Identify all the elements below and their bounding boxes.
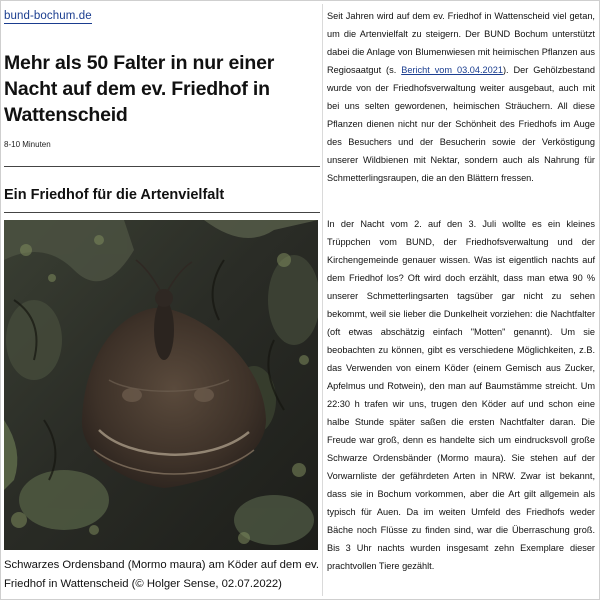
image-caption: Schwarzes Ordensband (Mormo maura) am Köder auf dem ev. Friedhof in Wattenscheid (© Holger Sense, 02.07.2022) [4, 559, 319, 590]
column-divider [322, 4, 323, 596]
title-divider [4, 166, 320, 167]
paragraph-intro-before-link: Seit Jahren wird auf dem ev. Friedhof in Wattenscheid viel getan, um die Artenvielfalt zu steigern. Der BUND Bochum unterstützt dabei die Anlage von Blumenwiesen mit heimischen Pflanzen aus Regiosaatgut (s. [327, 11, 595, 75]
moth-photo [4, 220, 318, 550]
right-column [327, 7, 595, 575]
reading-time: 8-10 Minuten [4, 140, 51, 149]
article-title: Mehr als 50 Falter in nur einer Nacht auf dem ev. Friedhof in Wattenscheid [4, 52, 275, 126]
report-link[interactable]: Bericht vom 03.04.2021 [401, 65, 503, 75]
site-link[interactable]: bund-bochum.de [4, 10, 92, 22]
paragraph-intro [327, 7, 595, 187]
section-divider [4, 212, 320, 213]
section-heading: Ein Friedhof für die Artenvielfalt [4, 187, 225, 203]
left-column [4, 6, 319, 590]
paragraph-intro-after-link: ). Der Gehölzbestand wurde von der Friedhofsverwaltung weiter ausgebaut, auch mit bei uns selten gewordenen, heimischen Sträuchern. All diese Pflanzen dienen nicht nur der Schönheit des Friedhofs im Auge des Besuchers und der Besucherin sowie der Verköstigung unserer Wildbienen mit Nektar, sondern auch als Nahrung für Schmetterlingsraupen, die an den Blättern fressen. [327, 65, 595, 183]
paragraph-night: In der Nacht vom 2. auf den 3. Juli wollte es ein kleines Trüppchen vom BUND, der Friedhofsverwaltung und der Kirchengemeinde genauer wissen. Was ist eigentlich nachts auf dem Friedhof los? Oft wird doch erzählt, dass man etwa 90 % unserer Schmetterlingsarten tagsüber gar nicht zu sehen bekommt, weil sie lieber die Dunkelheit vorziehen: die Nachtfalter (oft etwas abschätzig einfach "Motten" genannt). Um sie beobachten zu können, gibt es verschiedene Möglichkeiten, z.B. das Verwenden von einem Köder (einem Gemisch aus Zucker, Apfelmus und Rotwein), den man auf Baumstämme streicht. Um 22:30 h trafen wir uns, trugen den Köder auf und schon eine halbe Stunde später saßen die ersten Nachtfalter daran. Die Freude war groß, denn es handelte sich um eindrucksvoll große Schwarze Ordensbänder (Mormo maura). Sie stehen auf der Vorwarnliste der gefährdeten Arten in NRW. Zwar ist bekannt, dass sie in Bochum vorkommen, aber die Art gilt allgemein als typisch für Auen. Da im weiten Umfeld des Friedhofs weder Bäche noch Flüsse zu finden sind, war die Überraschung groß. Bis 3 Uhr nachts wurden insgesamt zehn Exemplare dieser prachtvollen Tiere gezählt. [327, 219, 595, 571]
